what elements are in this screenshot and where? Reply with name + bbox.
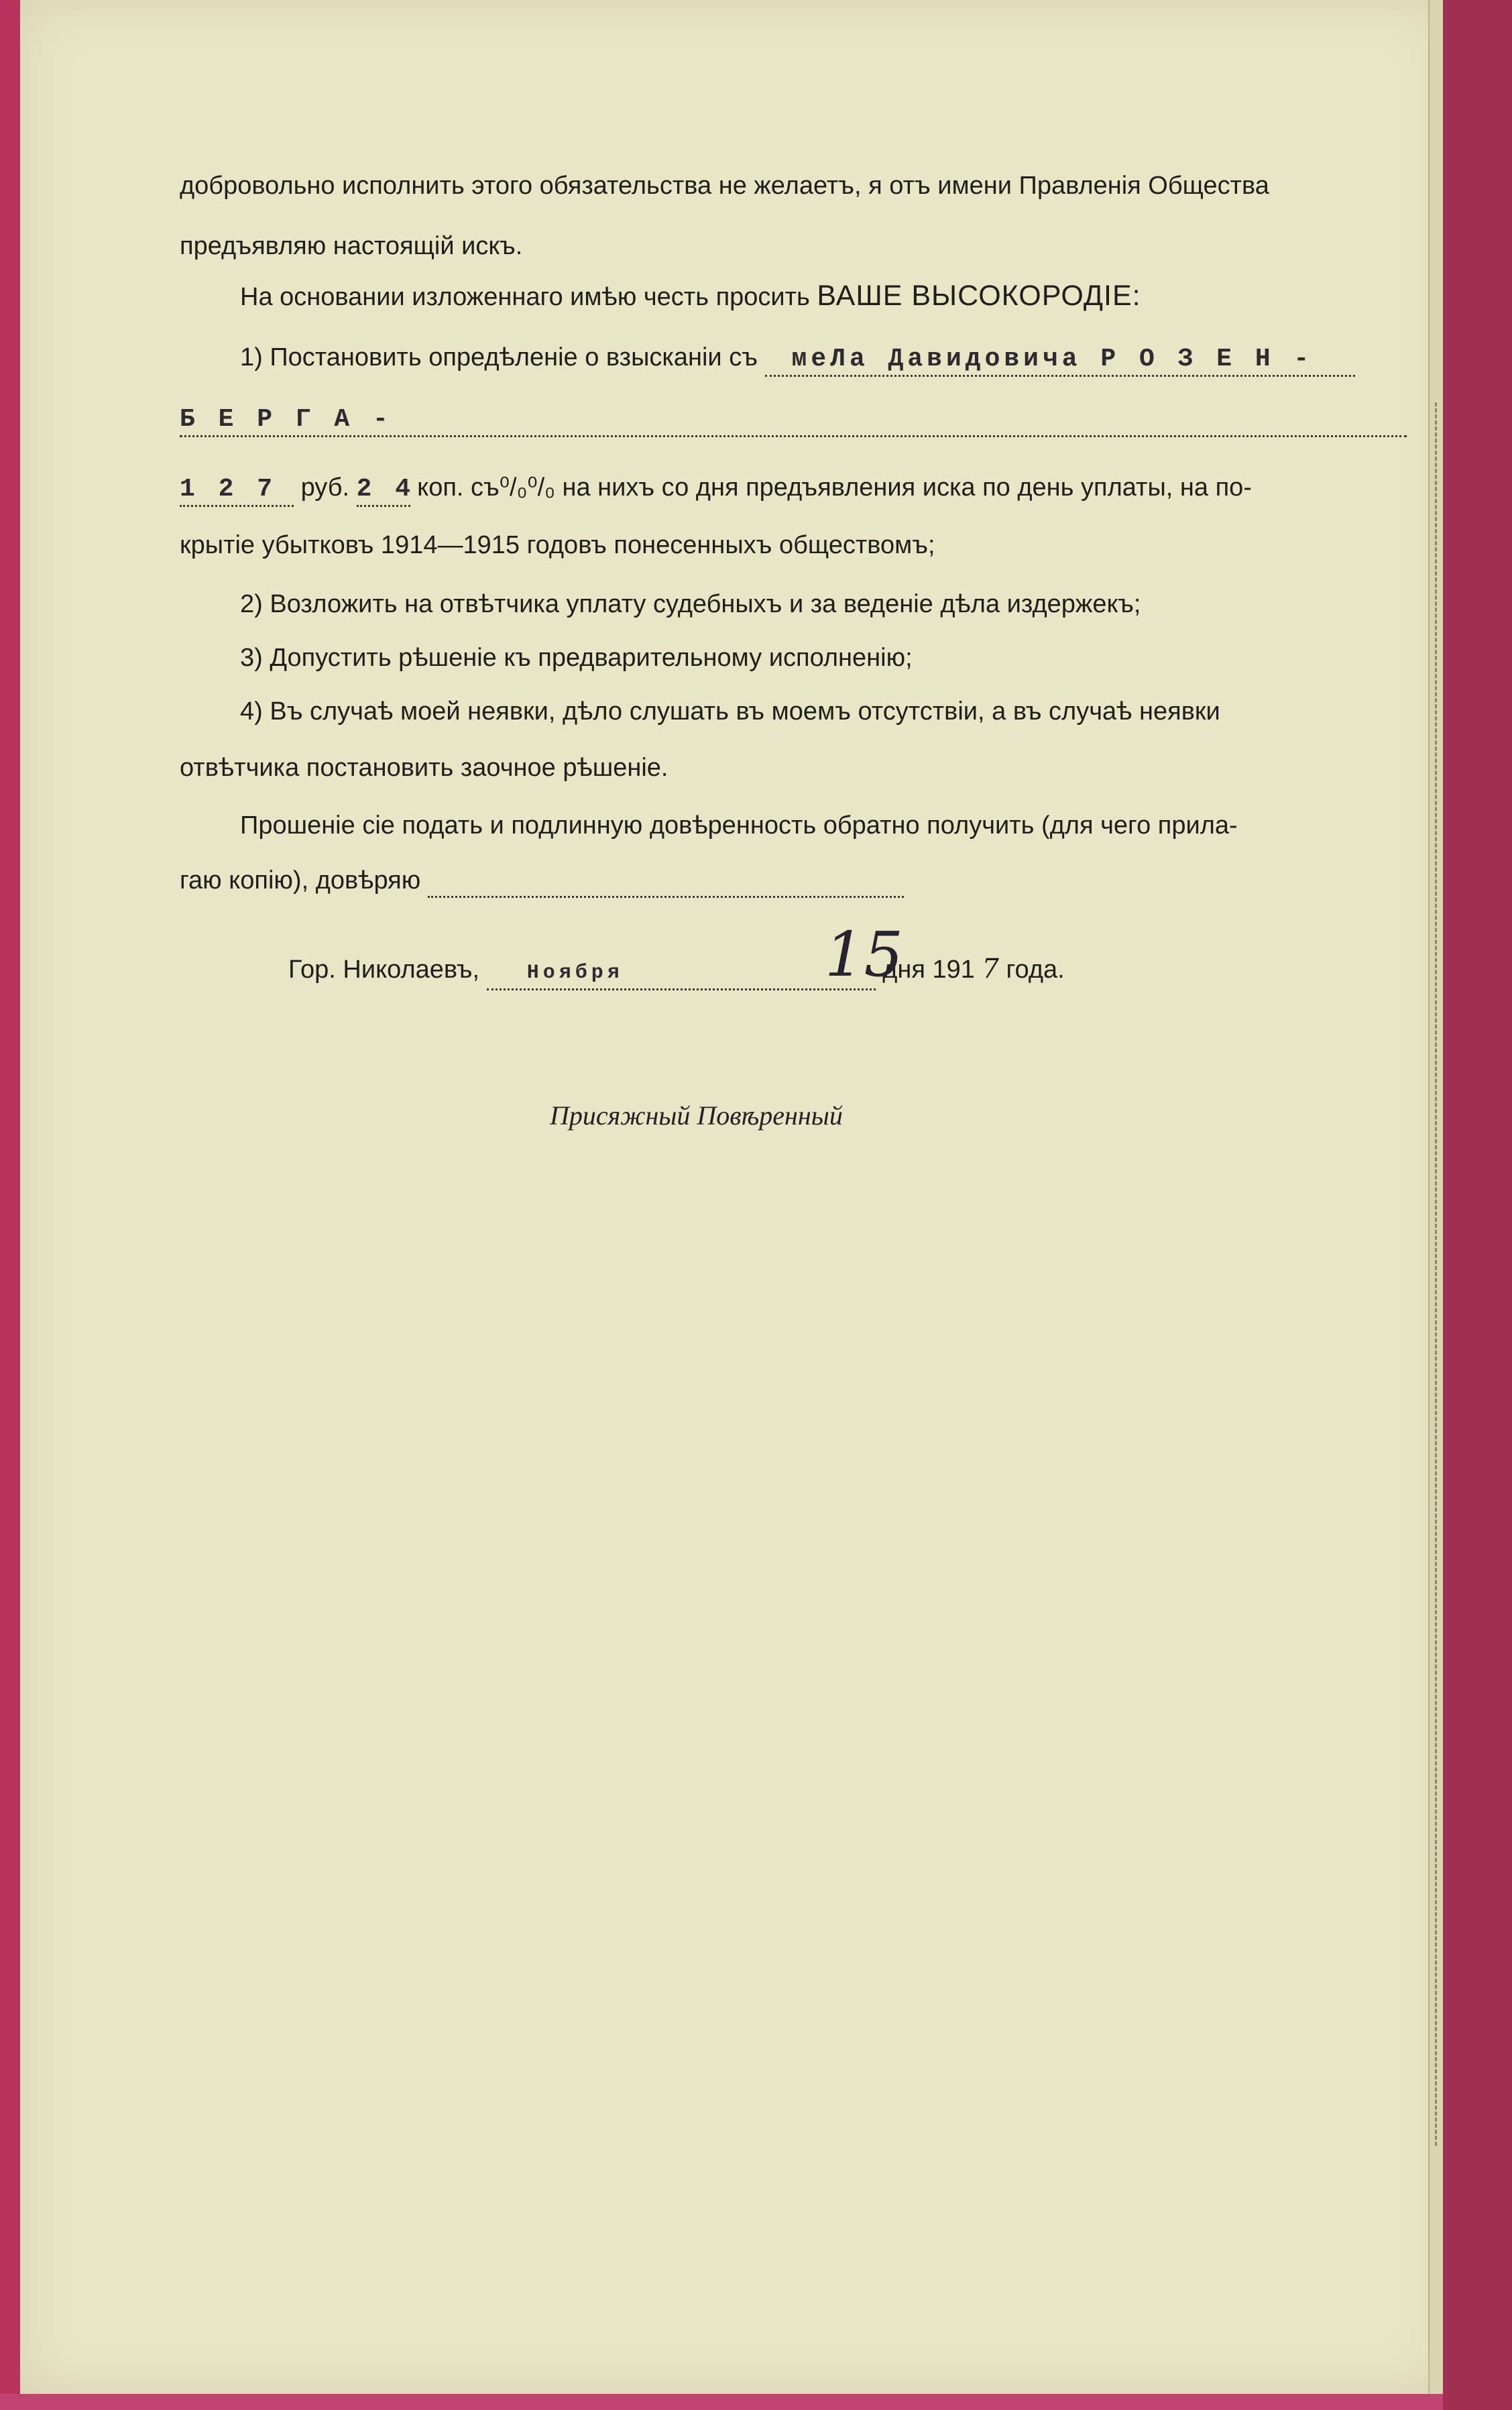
background-bottom (0, 2394, 1443, 2410)
para1-line1: добровольно исполнить этого обязательства не желаетъ, я отъ имени Правленія Общества (180, 172, 1269, 200)
signature-title: Присяжный Повѣренный (550, 1100, 843, 1131)
para3-line2 (180, 865, 904, 898)
defendant-name-typed: меЛа Давидовича Р О З Е Н - (791, 345, 1314, 374)
para3-line1: Прошеніе сіе подать и подлинную довѣренность обратно получить (для чего прила- (240, 811, 1238, 840)
kopecks-amount: 2 4 (356, 475, 415, 504)
item4-line1: 4) Въ случаѣ моей неявки, дѣло слушать въ моемъ отсутствіи, а въ случаѣ неявки (240, 697, 1220, 726)
para3-text: гаю копію), довѣряю (180, 866, 421, 895)
date-year-label: года. (1006, 956, 1065, 984)
date-year-suffix: 7 (982, 954, 999, 984)
item1-line1 (240, 342, 1355, 377)
item2: 2) Возложить на отвѣтчика уплату судебныхъ и за веденіе дѣла издержекъ; (240, 590, 1141, 618)
binding-thread (1435, 402, 1442, 2146)
trust-field (428, 865, 904, 898)
defendant-name-field (765, 342, 1355, 377)
background-right (1443, 0, 1512, 2410)
item3: 3) Допустить рѣшеніе къ предварительному исполненію; (240, 644, 913, 672)
item4-line2: отвѣтчика постановить заочное рѣшеніе. (180, 754, 668, 782)
para2-text: На основании изложеннаго имѣю честь просить (240, 283, 817, 311)
addressee-caps: ВАШЕ ВЫСОКОРОДІЕ: (817, 280, 1141, 312)
defendant-name-typed-continued: Б Е Р Г А - (180, 405, 392, 434)
rubles-label: руб. (300, 473, 350, 502)
date-day-handwritten: 15 (825, 919, 904, 990)
kopecks-text: коп. съ⁰/₀⁰/₀ на нихъ со дня предъявления иска по день уплаты, на по- (417, 473, 1252, 502)
date-month: Ноября (526, 962, 624, 984)
date-line (288, 954, 1065, 990)
item1-text: 1) Постановить опредѣленіе о взысканіи съ (240, 343, 758, 371)
paper-sheet (20, 0, 1448, 2394)
bleed-through-title (248, 114, 264, 172)
item1-line2 (180, 402, 1407, 437)
para2 (240, 280, 1141, 312)
date-day-label: дня 191 (882, 956, 975, 984)
kopecks-field (356, 472, 415, 507)
rubles-field (180, 472, 294, 507)
defendant-name-continued-field (180, 402, 1407, 437)
city-label: Гор. Николаевъ, (288, 956, 480, 984)
para1-line2: предъявляю настоящій искъ. (180, 232, 523, 260)
date-month-field (487, 954, 876, 990)
item1-line3 (180, 472, 1252, 507)
item1-line4: крытіе убытковъ 1914—1915 годовъ понесенныхъ обществомъ; (180, 531, 935, 559)
rubles-amount: 1 2 7 (180, 475, 277, 504)
